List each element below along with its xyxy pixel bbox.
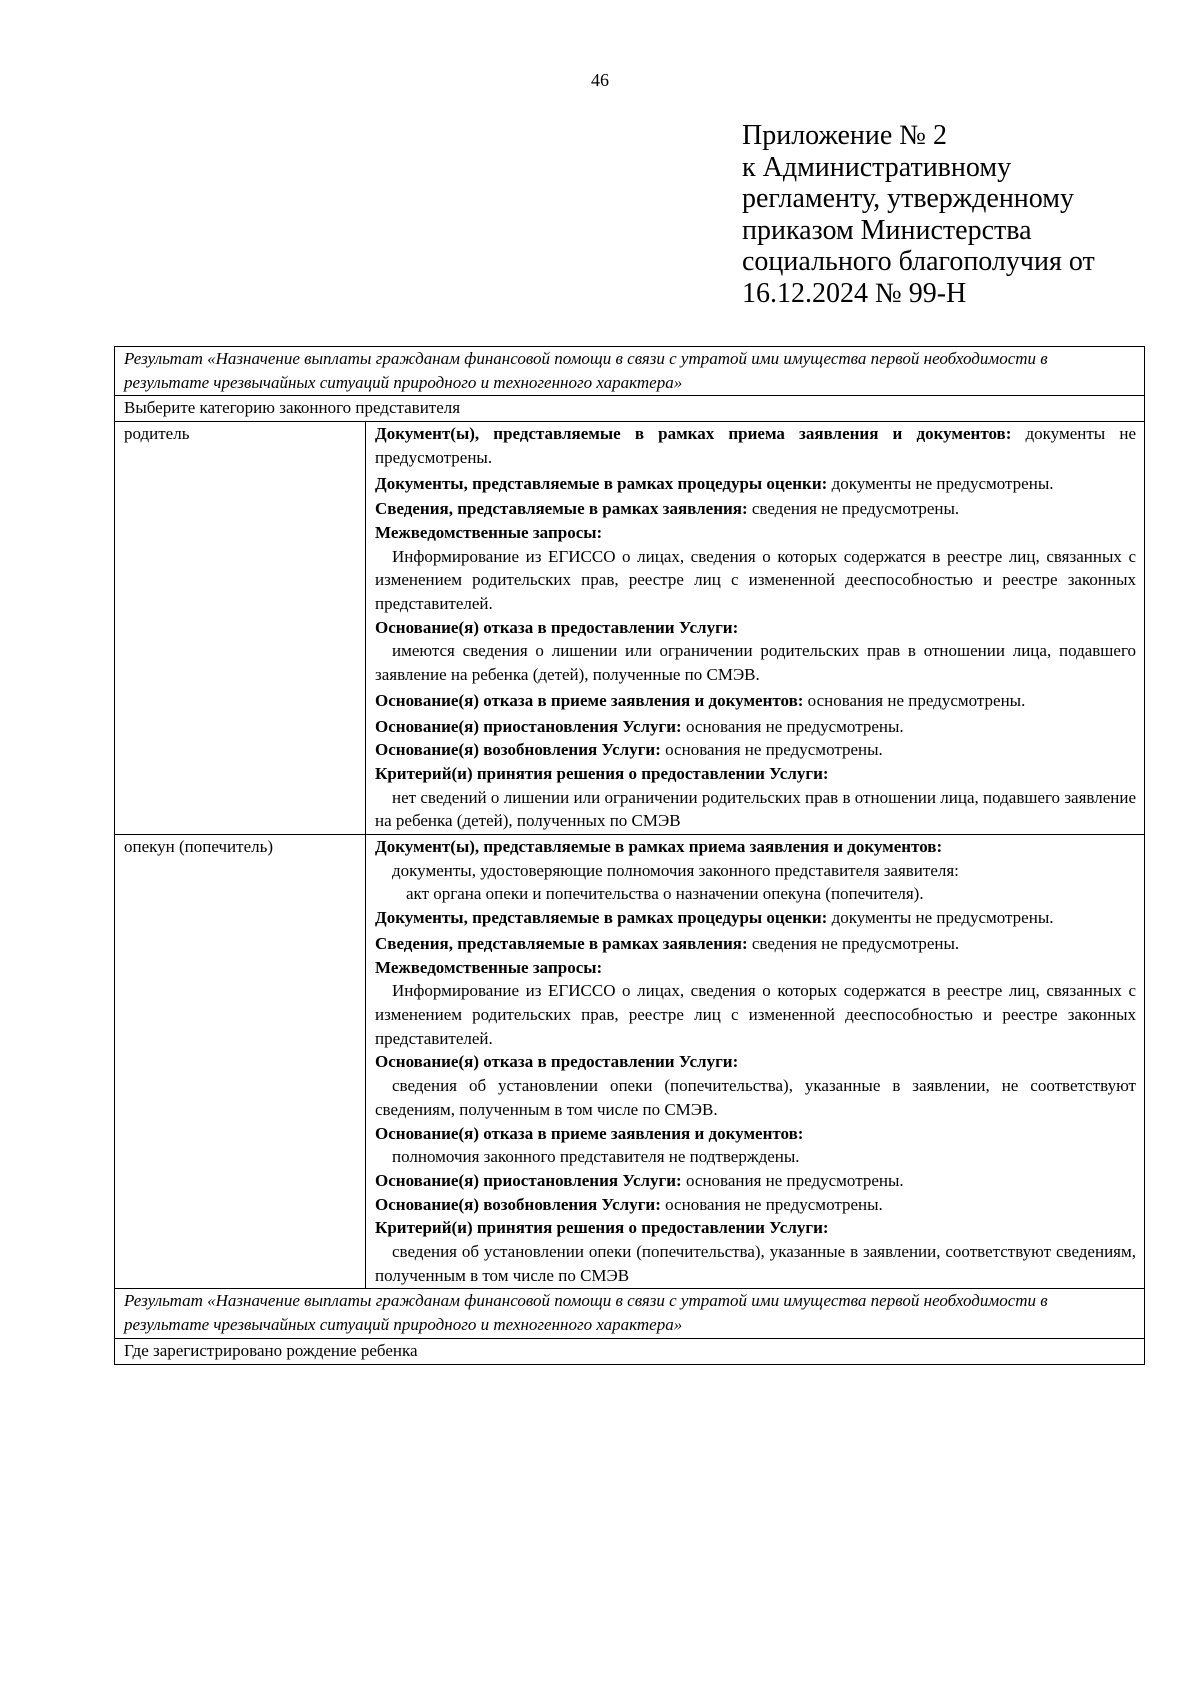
detail-text: основания не предусмотрены. [807,690,1026,710]
detail-text: полномочия законного представителя не подтверждены. [392,1147,800,1167]
detail-text: Информирование из ЕГИССО о лицах, сведения о которых содержатся в реестре лиц, связанных с изменением родительских прав, реестре лиц с измененной дееспособностью и реестре законных представителей. [375,981,1136,1048]
appendix-line: к Административному [742,151,1012,183]
appendix-header [742,120,1095,309]
detail-label: Критерий(и) принятия решения о предоставлении Услуги: [375,763,829,783]
detail-label: Документы, представляемые в рамках процедуры оценки: [375,908,828,928]
detail-item [375,495,1136,521]
result-header-cell: Результат «Назначение выплаты гражданам финансовой помощи в связи с утратой ими имущества первой необходимости в результате чрезвычайных ситуаций природного и техногенного характера» [115,1289,1145,1338]
question-row [115,396,1145,422]
page-number: 46 [591,70,609,90]
detail-text [375,639,1136,686]
result-header-row [115,1289,1145,1338]
detail-item [375,1169,1136,1193]
detail-text [375,786,1136,833]
detail-text: Информирование из ЕГИССО о лицах, сведения о которых содержатся в реестре лиц, связанных с изменением родительских прав, реестре лиц с измененной дееспособностью и реестре законных представителей. [375,546,1136,614]
result-header-cell: Результат «Назначение выплаты гражданам финансовой помощи в связи с утратой ими имущества первой необходимости в результате чрезвычайных ситуаций природного и техногенного характера» [115,347,1145,396]
detail-text: сведения об установлении опеки (попечительства), указанные в заявлении, не соответствуют сведениям, полученным в том числе по СМЭВ. [375,1076,1136,1119]
detail-text: документы не предусмотрены. [831,908,1054,928]
detail-label: Сведения, представляемые в рамках заявления: [375,499,748,519]
appendix-line: 16.12.2024 № 99-Н [742,277,967,309]
detail-text: сведения не предусмотрены. [751,933,960,953]
detail-item [375,1193,1136,1217]
detail-text: основания не предусмотрены. [685,1170,904,1190]
detail-item [375,687,1136,713]
detail-item [375,738,1136,762]
detail-text: основания не предусмотрены. [665,740,883,760]
detail-text: сведения не предусмотрены. [751,499,960,519]
detail-subtext: акт органа опеки и попечительства о назначении опекуна (попечителя). [406,884,924,904]
detail-text: документы, удостоверяющие полномочия законного представителя заявителя: [392,860,959,880]
detail-text: основания не предусмотрены. [665,1194,883,1214]
detail-item [375,906,1136,930]
detail-label: Межведомственные запросы: [375,522,603,542]
detail-label: Сведения, представляемые в рамках заявления: [375,933,748,953]
details-cell [366,835,1145,1289]
detail-text: имеются сведения о лишении или ограничении родительских прав в отношении лица, подавшего заявление на ребенка (детей), полученные по СМЭВ. [375,641,1136,685]
details-cell [366,422,1145,835]
appendix-line: социального благополучия от [742,246,1095,277]
detail-label: Документ(ы), представляемые в рамках приема заявления и документов: [375,424,1012,444]
detail-text: документы не предусмотрены. [831,473,1054,493]
detail-text [375,1074,1136,1121]
detail-item [375,470,1136,496]
detail-item [375,422,1136,469]
appendix-line: Приложение № 2 [742,120,947,151]
detail-label: Документ(ы), представляемые в рамках приема заявления и документов: [375,837,943,857]
question-cell: Где зарегистрировано рождение ребенка [115,1338,1145,1364]
category-cell: родитель [115,422,366,835]
regulation-table [114,346,1145,1365]
detail-label: Межведомственные запросы: [375,957,603,977]
detail-label: Основание(я) отказа в предоставлении Услуги: [375,1052,739,1072]
detail-text: документы не предусмотрены. [375,424,1136,467]
detail-text [375,545,1136,616]
detail-label: Основание(я) отказа в предоставлении Услуги: [375,617,739,637]
detail-label: Основание(я) отказа в приеме заявления и документов: [375,1123,804,1143]
result-header-row [115,347,1145,396]
appendix-line: регламенту, утвержденному [742,183,1074,214]
detail-item [375,713,1136,739]
detail-label: Основание(я) приостановления Услуги: [375,1170,682,1190]
detail-text: основания не предусмотрены. [685,716,904,736]
detail-label: Основание(я) возобновления Услуги: [375,1194,661,1214]
question-row [115,1338,1145,1364]
table-row [115,422,1145,835]
detail-text [375,979,1136,1050]
detail-text: нет сведений о лишении или ограничении родительских прав в отношении лица, подавшего заявление на ребенка (детей), полученных по СМЭВ [375,787,1136,831]
detail-label: Документы, представляемые в рамках процедуры оценки: [375,473,828,493]
detail-label: Критерий(и) принятия решения о предоставлении Услуги: [375,1218,829,1238]
detail-label: Основание(я) приостановления Услуги: [375,716,682,736]
detail-label: Основание(я) возобновления Услуги: [375,740,661,760]
category-cell: опекун (попечитель) [115,835,366,1289]
detail-text: сведения об установлении опеки (попечительства), указанные в заявлении, соответствуют сведениям, полученным в том числе по СМЭВ [375,1242,1136,1285]
appendix-line: приказом Министерства [742,214,1032,246]
detail-text [375,1240,1136,1287]
detail-item [375,930,1136,956]
table-row [115,835,1145,1289]
detail-label: Основание(я) отказа в приеме заявления и документов: [375,690,804,710]
question-cell: Выберите категорию законного представителя [115,396,1145,422]
